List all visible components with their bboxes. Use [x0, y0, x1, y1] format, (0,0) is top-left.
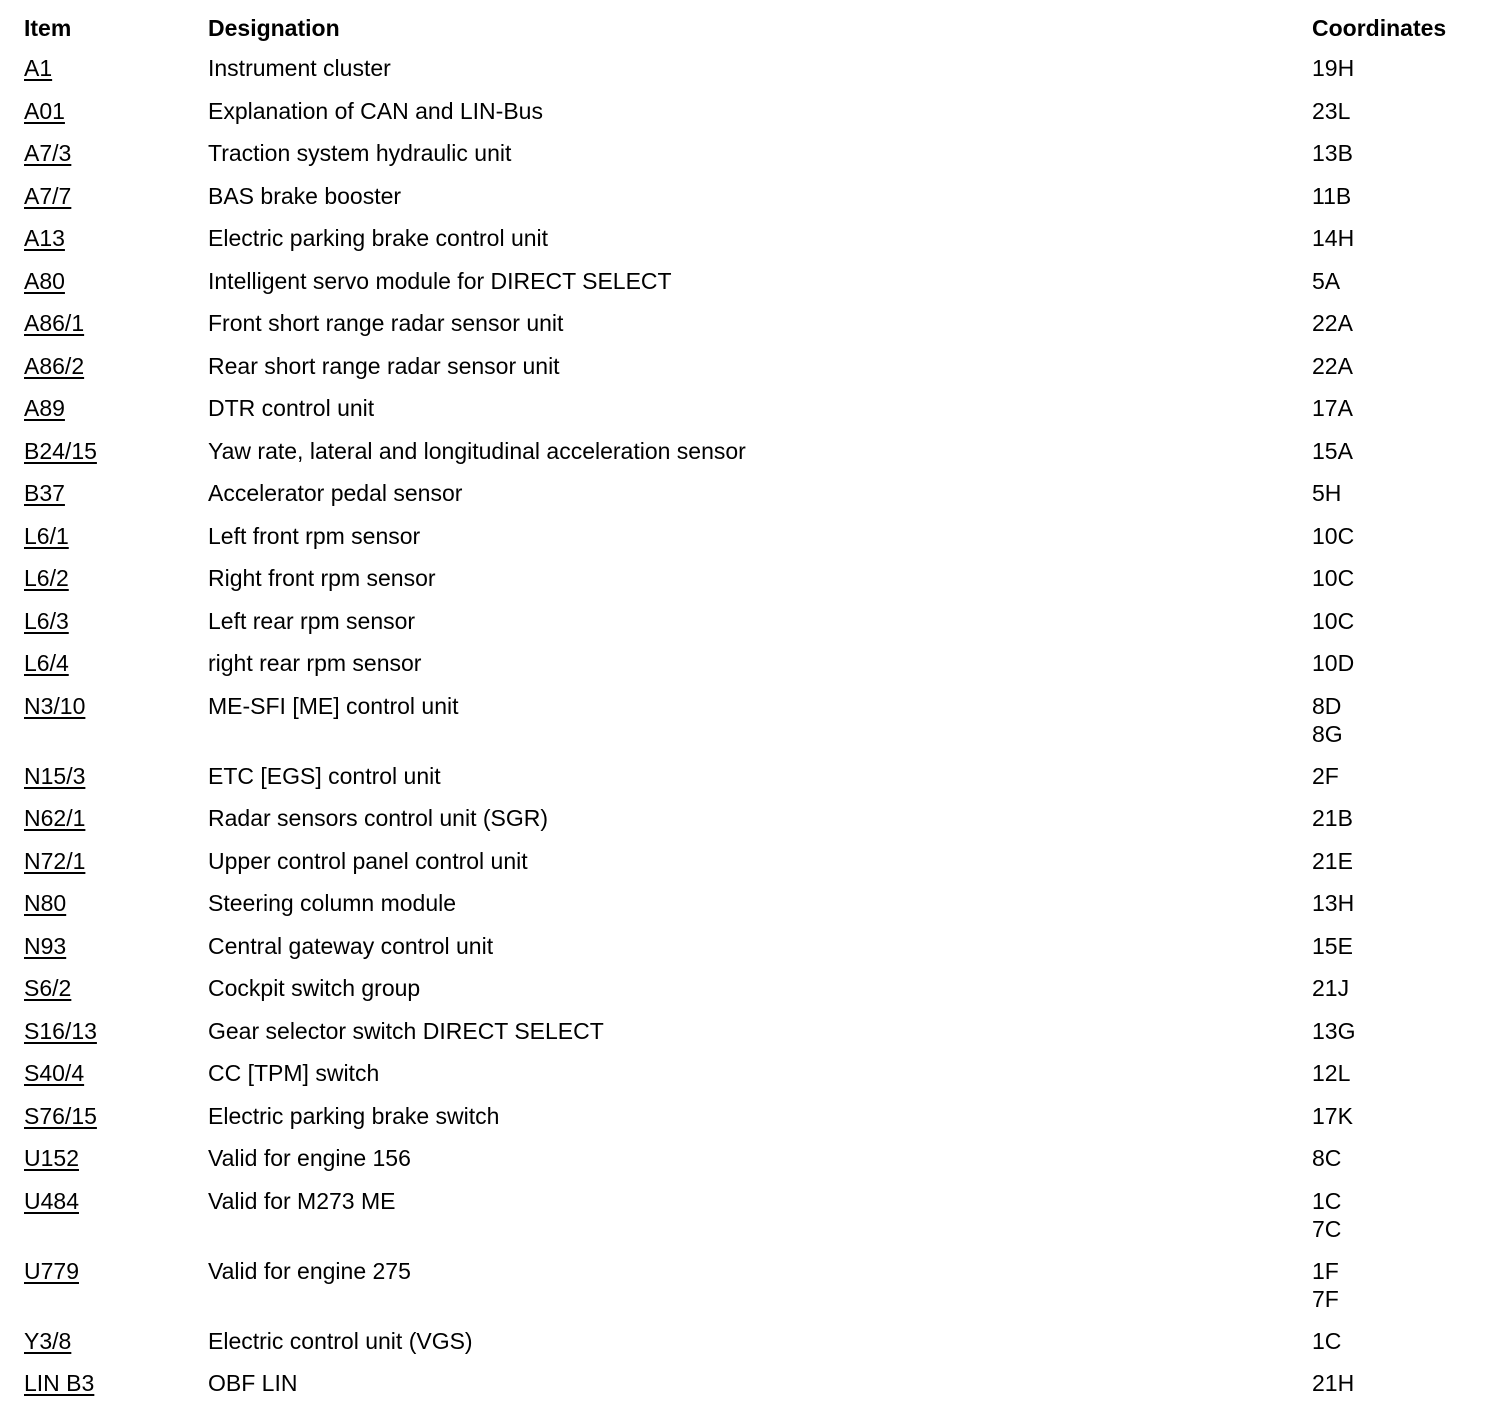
coordinates-cell: [1312, 97, 1484, 125]
designation-cell: Valid for engine 275: [208, 1257, 411, 1284]
coordinate-value: 22A: [1312, 310, 1353, 336]
table-row: [24, 607, 1484, 650]
table-row: [24, 182, 1484, 225]
table-row: [24, 1327, 1484, 1370]
coordinates-cell: [1312, 1327, 1484, 1355]
item-link[interactable]: N80: [24, 890, 67, 916]
item-link[interactable]: A13: [24, 225, 65, 251]
item-cell: [24, 889, 208, 917]
coordinates-cell: [1312, 974, 1484, 1002]
item-cell: [24, 1187, 208, 1215]
item-link[interactable]: S6/2: [24, 975, 72, 1001]
item-link[interactable]: L6/3: [24, 607, 69, 634]
designation-cell: Accelerator pedal sensor: [208, 480, 463, 506]
item-cell: [24, 352, 208, 380]
item-link[interactable]: S16/13: [24, 1017, 97, 1044]
table-row: [24, 762, 1484, 805]
coordinate-value: 23L: [1312, 97, 1351, 124]
coordinate-value: 5A: [1312, 267, 1341, 294]
designation-cell: Intelligent servo module for DIRECT SELECT: [208, 267, 672, 294]
coordinate-value: 1F: [1312, 1257, 1339, 1284]
designation-cell: Left rear rpm sensor: [208, 607, 416, 634]
coordinate-value: 15E: [1312, 932, 1353, 959]
coordinate-value: 7F: [1312, 1285, 1339, 1312]
designation-cell: DTR control unit: [208, 395, 375, 421]
item-link[interactable]: A1: [24, 55, 53, 81]
coordinate-value: 1C: [1312, 1187, 1342, 1214]
coordinate-value: 15A: [1312, 437, 1353, 464]
table-row: [24, 1257, 1484, 1327]
item-cell: [24, 522, 208, 550]
table-row: [24, 692, 1484, 762]
table-row: [24, 394, 1484, 437]
coordinate-value: 10D: [1312, 650, 1355, 676]
coordinates-cell: [1312, 1369, 1484, 1397]
coordinates-cell: [1312, 1144, 1484, 1172]
designation-cell: Explanation of CAN and LIN-Bus: [208, 97, 543, 124]
table-row: [24, 479, 1484, 522]
coordinate-value: 13B: [1312, 140, 1353, 166]
designation-cell: BAS brake booster: [208, 182, 402, 209]
designation-cell: Instrument cluster: [208, 55, 391, 81]
coordinates-cell: [1312, 479, 1484, 507]
table-row: [24, 1187, 1484, 1257]
designation-cell: Traction system hydraulic unit: [208, 140, 512, 166]
item-link[interactable]: S40/4: [24, 1060, 85, 1086]
coordinates-cell: [1312, 1017, 1484, 1045]
item-link[interactable]: B37: [24, 480, 65, 506]
item-cell: [24, 267, 208, 295]
header-item: Item: [24, 15, 72, 41]
coordinate-value: 14H: [1312, 225, 1355, 251]
coordinate-value: 8G: [1312, 720, 1343, 747]
item-link[interactable]: L6/4: [24, 650, 69, 676]
designation-cell: Electric control unit (VGS): [208, 1327, 473, 1354]
table-row: [24, 847, 1484, 890]
table-row: [24, 804, 1484, 847]
item-link[interactable]: N93: [24, 932, 67, 959]
table-body: [24, 54, 1484, 1412]
table-row: [24, 309, 1484, 352]
item-link[interactable]: U152: [24, 1145, 79, 1171]
coordinate-value: 1C: [1312, 1327, 1342, 1354]
item-cell: [24, 437, 208, 465]
table-row: [24, 54, 1484, 97]
coordinates-cell: [1312, 889, 1484, 917]
coordinate-value: 13H: [1312, 890, 1355, 916]
item-cell: [24, 1017, 208, 1045]
designation-cell: Radar sensors control unit (SGR): [208, 805, 549, 831]
coordinates-cell: [1312, 182, 1484, 210]
item-link[interactable]: A89: [24, 395, 65, 421]
coordinates-cell: [1312, 1257, 1484, 1313]
designation-cell: Steering column module: [208, 890, 457, 916]
coordinate-value: 8D: [1312, 692, 1342, 719]
designation-cell: OBF LIN: [208, 1370, 298, 1396]
coordinates-cell: [1312, 267, 1484, 295]
coordinates-cell: [1312, 932, 1484, 960]
table-row: [24, 1059, 1484, 1102]
coordinate-value: 17K: [1312, 1102, 1353, 1129]
item-cell: [24, 1102, 208, 1130]
item-cell: [24, 479, 208, 507]
coordinate-value: 12L: [1312, 1060, 1351, 1086]
item-cell: [24, 1369, 208, 1397]
item-cell: [24, 1327, 208, 1355]
item-link[interactable]: L6/1: [24, 522, 69, 549]
coordinate-value: 10C: [1312, 607, 1355, 634]
coordinates-cell: [1312, 692, 1484, 748]
coordinate-value: 10C: [1312, 522, 1355, 549]
coordinates-cell: [1312, 762, 1484, 790]
coordinate-value: 21B: [1312, 805, 1353, 831]
coordinates-cell: [1312, 564, 1484, 592]
item-link[interactable]: A01: [24, 97, 65, 124]
table-row: [24, 1144, 1484, 1187]
item-link[interactable]: B24/15: [24, 437, 97, 464]
component-legend-table: [24, 14, 1484, 1412]
header-coordinates: Coordinates: [1312, 15, 1447, 41]
coordinate-value: 8C: [1312, 1145, 1342, 1171]
table-row: [24, 932, 1484, 975]
table-row: [24, 522, 1484, 565]
designation-cell: Gear selector switch DIRECT SELECT: [208, 1017, 604, 1044]
coordinates-cell: [1312, 224, 1484, 252]
item-link[interactable]: Y3/8: [24, 1327, 72, 1354]
item-cell: [24, 139, 208, 167]
designation-cell: Central gateway control unit: [208, 932, 494, 959]
coordinates-cell: [1312, 847, 1484, 875]
item-link[interactable]: A7/7: [24, 182, 72, 209]
item-cell: [24, 1257, 208, 1285]
item-link[interactable]: N62/1: [24, 805, 86, 831]
table-row: [24, 974, 1484, 1017]
designation-cell: Yaw rate, lateral and longitudinal acceleration sensor: [208, 437, 746, 464]
item-cell: [24, 607, 208, 635]
coordinates-cell: [1312, 309, 1484, 337]
coordinates-cell: [1312, 804, 1484, 832]
item-link[interactable]: N3/10: [24, 692, 86, 719]
designation-cell: Upper control panel control unit: [208, 847, 528, 874]
designation-cell: Right front rpm sensor: [208, 565, 436, 591]
coordinates-cell: [1312, 607, 1484, 635]
coordinates-cell: [1312, 1187, 1484, 1243]
item-cell: [24, 692, 208, 720]
item-link[interactable]: A86/2: [24, 352, 85, 379]
coordinates-cell: [1312, 139, 1484, 167]
designation-cell: ME-SFI [ME] control unit: [208, 692, 459, 719]
item-cell: [24, 804, 208, 832]
coordinates-cell: [1312, 437, 1484, 465]
coordinate-value: 22A: [1312, 352, 1353, 379]
item-cell: [24, 932, 208, 960]
item-link[interactable]: N72/1: [24, 847, 86, 874]
table-row: [24, 889, 1484, 932]
coordinate-value: 21E: [1312, 847, 1353, 874]
coordinates-cell: [1312, 54, 1484, 82]
coordinates-cell: [1312, 1102, 1484, 1130]
coordinates-cell: [1312, 352, 1484, 380]
item-cell: [24, 1144, 208, 1172]
coordinates-cell: [1312, 522, 1484, 550]
designation-cell: Electric parking brake switch: [208, 1102, 500, 1129]
table-row: [24, 564, 1484, 607]
item-link[interactable]: U484: [24, 1187, 79, 1214]
item-cell: [24, 762, 208, 790]
header-designation: Designation: [208, 15, 340, 41]
item-link[interactable]: U779: [24, 1257, 79, 1284]
coordinate-value: 17A: [1312, 395, 1353, 421]
designation-cell: Cockpit switch group: [208, 975, 421, 1001]
coordinate-value: 7C: [1312, 1215, 1342, 1242]
item-cell: [24, 309, 208, 337]
coordinates-cell: [1312, 1059, 1484, 1087]
item-cell: [24, 847, 208, 875]
item-cell: [24, 224, 208, 252]
designation-cell: CC [TPM] switch: [208, 1060, 380, 1086]
table-row: [24, 649, 1484, 692]
coordinate-value: 10C: [1312, 565, 1355, 591]
item-link[interactable]: A7/3: [24, 140, 72, 166]
item-link[interactable]: N15/3: [24, 762, 86, 789]
table-row: [24, 437, 1484, 480]
designation-cell: Valid for engine 156: [208, 1145, 411, 1171]
item-cell: [24, 974, 208, 1002]
item-cell: [24, 182, 208, 210]
item-link[interactable]: A80: [24, 267, 65, 294]
designation-cell: Rear short range radar sensor unit: [208, 352, 560, 379]
item-link[interactable]: S76/15: [24, 1102, 97, 1129]
coordinate-value: 5H: [1312, 480, 1342, 506]
item-cell: [24, 649, 208, 677]
table-header: [24, 14, 1484, 54]
coordinate-value: 11B: [1312, 182, 1352, 209]
item-cell: [24, 564, 208, 592]
designation-cell: Electric parking brake control unit: [208, 225, 549, 251]
coordinate-value: 21J: [1312, 975, 1350, 1001]
table-row: [24, 352, 1484, 395]
coordinate-value: 2F: [1312, 762, 1339, 789]
item-cell: [24, 1059, 208, 1087]
coordinates-cell: [1312, 394, 1484, 422]
designation-cell: ETC [EGS] control unit: [208, 762, 441, 789]
table-row: [24, 1017, 1484, 1060]
item-cell: [24, 97, 208, 125]
coordinate-value: 21H: [1312, 1370, 1355, 1396]
designation-cell: Valid for M273 ME: [208, 1187, 396, 1214]
table-row: [24, 1369, 1484, 1412]
table-row: [24, 97, 1484, 140]
table-row: [24, 267, 1484, 310]
item-link[interactable]: LIN B3: [24, 1370, 95, 1396]
item-cell: [24, 394, 208, 422]
designation-cell: Front short range radar sensor unit: [208, 310, 564, 336]
item-link[interactable]: L6/2: [24, 565, 69, 591]
coordinate-value: 19H: [1312, 55, 1355, 81]
designation-cell: Left front rpm sensor: [208, 522, 421, 549]
coordinate-value: 13G: [1312, 1017, 1356, 1044]
table-row: [24, 224, 1484, 267]
table-row: [24, 139, 1484, 182]
table-row: [24, 1102, 1484, 1145]
coordinates-cell: [1312, 649, 1484, 677]
item-cell: [24, 54, 208, 82]
designation-cell: right rear rpm sensor: [208, 650, 422, 676]
item-link[interactable]: A86/1: [24, 310, 85, 336]
